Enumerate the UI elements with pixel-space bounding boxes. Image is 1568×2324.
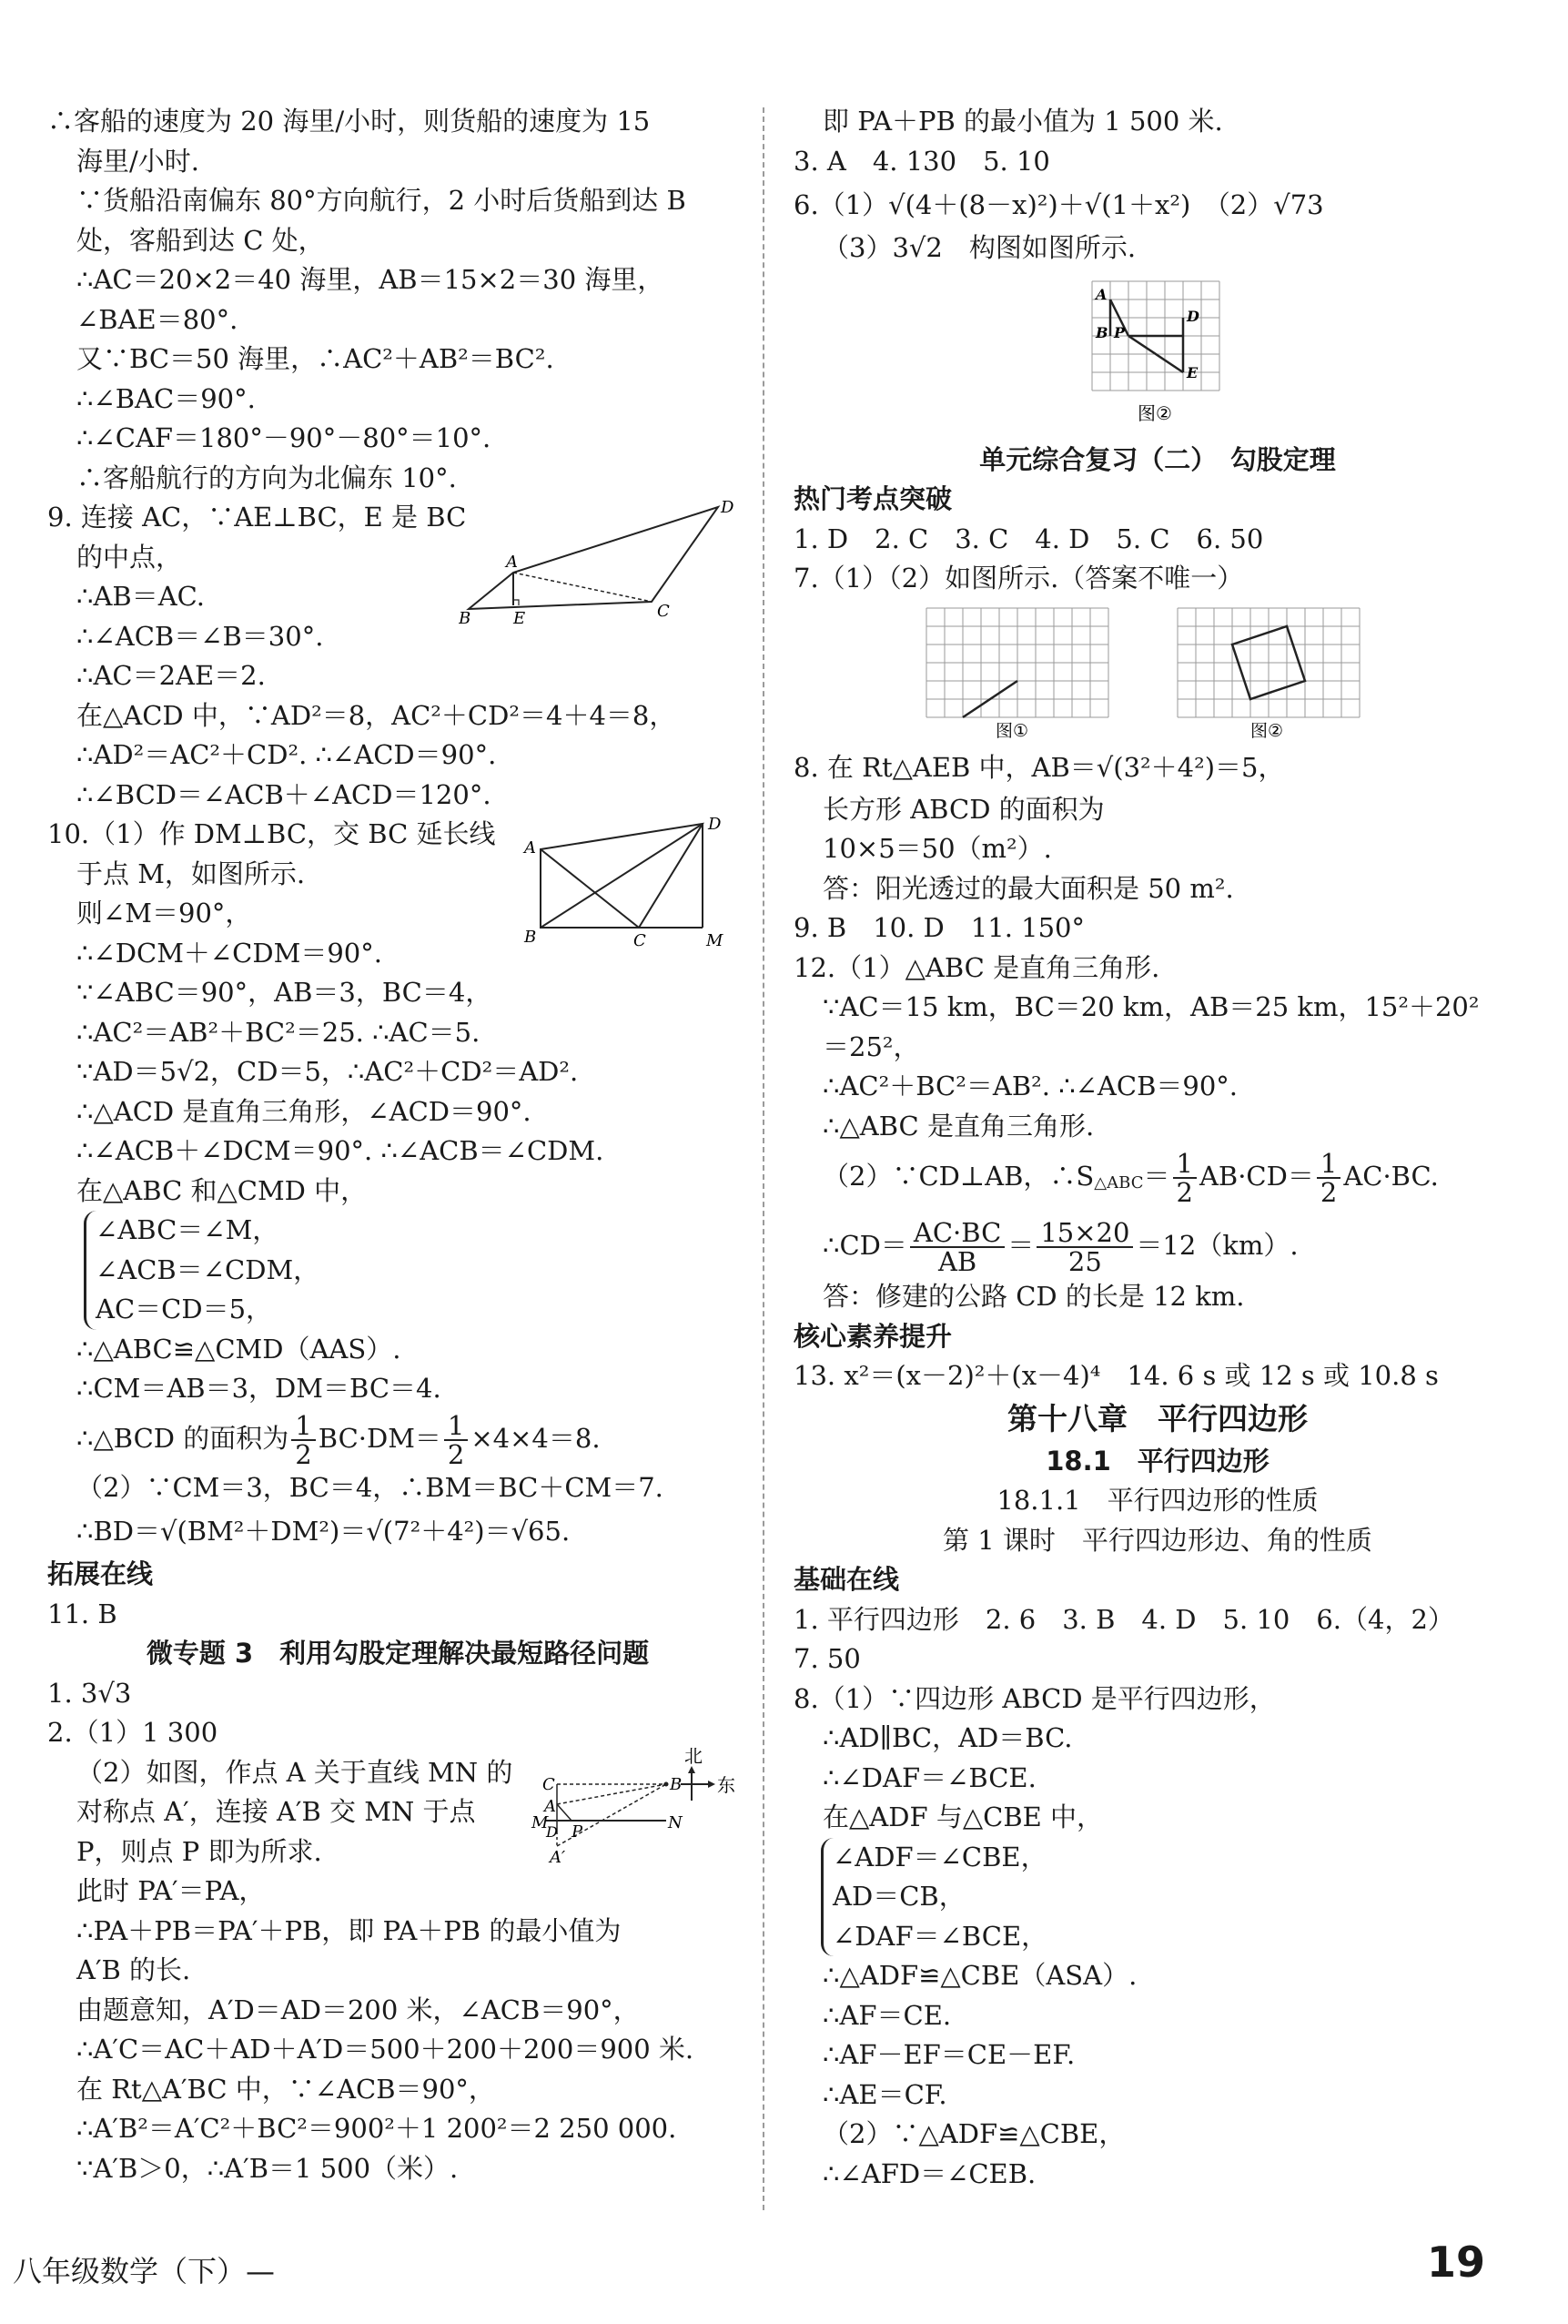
text-line: ∴∠DAF＝∠BCE. bbox=[823, 1761, 1037, 1793]
label-C: C bbox=[542, 1774, 555, 1794]
label-E: E bbox=[1187, 363, 1199, 381]
denominator: 2 bbox=[1176, 1177, 1193, 1208]
label-D: D bbox=[1187, 307, 1199, 325]
label-N: N bbox=[668, 1812, 683, 1832]
fraction bbox=[910, 1219, 1005, 1275]
section-heading: 拓展在线 bbox=[47, 1558, 154, 1589]
label-E: E bbox=[513, 609, 526, 625]
label-B: B bbox=[459, 609, 471, 625]
brace-system bbox=[821, 1838, 1522, 1957]
denominator: 2 bbox=[295, 1438, 312, 1470]
text-line: ∴∠ACB＋∠DCM＝90°. ∴∠ACB＝∠CDM. bbox=[76, 1135, 604, 1166]
formula-text: BC·DM＝ bbox=[318, 1422, 441, 1454]
formula-text: AC·BC. bbox=[1343, 1161, 1439, 1192]
figure-2-construction bbox=[794, 272, 1522, 435]
text-line: （2）∵△ADF≌△CBE， bbox=[823, 2118, 1126, 2149]
formula-text: ∴CD＝ bbox=[823, 1230, 907, 1261]
text-line: 11. B bbox=[47, 1598, 117, 1629]
figure-q10 bbox=[521, 815, 739, 951]
text-line: 7.（1）（2）如图所示.（答案不唯一） bbox=[794, 563, 1244, 594]
text-line: 12.（1）△ABC 是直角三角形. bbox=[794, 951, 1160, 983]
review-title: 单元综合复习（二） 勾股定理 bbox=[979, 443, 1336, 475]
numerator: 1 bbox=[444, 1412, 468, 1441]
text-line: 8. 在 Rt△AEB 中，AB＝√(3²＋4²)＝5， bbox=[794, 751, 1285, 783]
text-line: ∴∠BAC＝90°. bbox=[76, 382, 256, 414]
text-line: ∴△ADF≌△CBE（ASA）. bbox=[823, 1960, 1138, 1991]
label-P: P bbox=[1114, 323, 1126, 341]
text-line: ＝25²， bbox=[823, 1030, 920, 1062]
text-line: ∴PA＋PB＝PA′＋PB，即 PA＋PB 的最小值为 bbox=[76, 1914, 622, 1946]
text-line: （3）3√2 构图如图所示. bbox=[823, 232, 1137, 263]
label-B: B bbox=[524, 928, 537, 947]
numerator: 1 bbox=[1317, 1150, 1340, 1179]
denominator: AB bbox=[937, 1246, 977, 1277]
label-M: M bbox=[706, 931, 723, 950]
column-divider bbox=[763, 107, 764, 2210]
text-line: （2）如图，作点 A 关于直线 MN 的 bbox=[76, 1756, 513, 1788]
figure-caption: 图② bbox=[1250, 720, 1284, 739]
text-line: 3. A 4. 130 5. 10 bbox=[794, 145, 1050, 177]
formula-text: ＝ bbox=[1143, 1161, 1170, 1192]
text-line: AC＝CD＝5， bbox=[96, 1294, 273, 1324]
fraction bbox=[291, 1409, 315, 1470]
text-line: 9. 连接 AC，∵AE⊥BC，E 是 BC bbox=[47, 502, 467, 533]
answer-8-continued bbox=[47, 102, 748, 498]
text-line: 答：修建的公路 CD 的长是 12 km. bbox=[823, 1281, 1245, 1312]
section-title: 18.1 平行四边形 bbox=[1046, 1445, 1270, 1477]
text-line: ∠ABC＝∠M， bbox=[96, 1214, 279, 1245]
text-line: ∵AD＝5√2，CD＝5，∴AC²＋CD²＝AD². bbox=[76, 1056, 579, 1087]
subscript: △ABC bbox=[1094, 1173, 1144, 1192]
formula-text: ×4×4＝8. bbox=[470, 1422, 601, 1454]
fraction bbox=[444, 1409, 468, 1470]
denominator: 25 bbox=[1067, 1246, 1102, 1277]
grid-figure-2 bbox=[1174, 603, 1367, 739]
label-D: D bbox=[708, 815, 722, 834]
text-line: 在 Rt△A′BC 中，∵∠ACB＝90°， bbox=[76, 2073, 495, 2105]
text-line: 8.（1）∵四边形 ABCD 是平行四边形， bbox=[794, 1682, 1276, 1714]
text-line: ∴∠DCM＋∠CDM＝90°. bbox=[76, 937, 382, 969]
text-line: ∴∠BCD＝∠ACB＋∠ACD＝120°. bbox=[76, 778, 491, 810]
text-line: ∴AC＝2AE＝2. bbox=[76, 660, 266, 691]
label-B: B bbox=[670, 1774, 683, 1794]
micro-answer-2 bbox=[47, 1747, 748, 2189]
label-C: C bbox=[633, 931, 646, 950]
denominator: 2 bbox=[1320, 1177, 1338, 1208]
text-line: ∴客船的速度为 20 海里/小时，则货船的速度为 15 bbox=[47, 106, 651, 137]
text-line: ∴AE＝CF. bbox=[823, 2078, 947, 2110]
text-line: ∴AC＝20×2＝40 海里，AB＝15×2＝30 海里， bbox=[76, 264, 664, 295]
text-line: 1. 3√3 bbox=[47, 1677, 132, 1709]
text-line: A′B 的长. bbox=[76, 1954, 191, 1985]
text-line: ∵∠ABC＝90°，AB＝3，BC＝4， bbox=[76, 977, 492, 1008]
lesson-title: 第 1 课时 平行四边形边、角的性质 bbox=[943, 1524, 1372, 1556]
text-line: 2.（1）1 300 bbox=[47, 1717, 218, 1748]
label-A: A bbox=[544, 1796, 556, 1816]
text-line: 10.（1）作 DM⊥BC，交 BC 延长线 bbox=[47, 818, 496, 849]
answer-7-figures bbox=[794, 603, 1522, 739]
label-B: B bbox=[1096, 323, 1108, 341]
label-A-prime: A′ bbox=[550, 1847, 566, 1867]
numerator: AC·BC bbox=[910, 1219, 1005, 1248]
text-line: ∠ADF＝∠CBE， bbox=[833, 1841, 1047, 1872]
text-line: ∴BD＝√(BM²＋DM²)＝√(7²＋4²)＝√65. bbox=[76, 1516, 571, 1547]
text-line: 在△ADF 与△CBE 中， bbox=[823, 1801, 1104, 1832]
page-number: 19 bbox=[1427, 2238, 1486, 2287]
text-line: 答：阳光透过的最大面积是 50 m². bbox=[823, 872, 1234, 904]
subsection-title: 18.1.1 平行四边形的性质 bbox=[996, 1485, 1319, 1516]
numerator: 15×20 bbox=[1037, 1219, 1133, 1248]
figure-caption: 图② bbox=[1138, 401, 1172, 424]
section-heading: 基础在线 bbox=[794, 1564, 900, 1595]
label-D: D bbox=[546, 1822, 558, 1841]
text-line: ∵货船沿南偏东 80°方向航行，2 小时后货船到达 B bbox=[76, 185, 686, 216]
text-line: ∴△ACD 是直角三角形，∠ACD＝90°. bbox=[76, 1095, 531, 1127]
text-line: ∴AC²＋BC²＝AB². ∴∠ACB＝90°. bbox=[823, 1071, 1238, 1101]
text-line: ∴AF＝CE. bbox=[823, 1999, 952, 2031]
label-A: A bbox=[524, 838, 536, 858]
text-line: 13. x²＝(x－2)²＋(x－4)⁴ 14. 6 s 或 12 s 或 10.8 s bbox=[794, 1360, 1439, 1391]
formula-text: ∴△BCD 的面积为 bbox=[76, 1422, 289, 1454]
numerator: 1 bbox=[1173, 1150, 1197, 1179]
text-line: 的中点， bbox=[76, 541, 183, 573]
label-M: M bbox=[531, 1812, 549, 1832]
section-heading: 热门考点突破 bbox=[794, 483, 953, 514]
text-line: 7. 50 bbox=[794, 1643, 861, 1674]
text-line: 在△ACD 中，∵AD²＝8，AC²＋CD²＝4＋4＝8， bbox=[76, 699, 676, 731]
formula-text: ＝ bbox=[1007, 1230, 1035, 1261]
text-line: ∴客船航行的方向为北偏东 10°. bbox=[76, 462, 457, 493]
text-line: 长方形 ABCD 的面积为 bbox=[823, 793, 1105, 825]
text-line: 1. 平行四边形 2. 6 3. B 4. D 5. 10 6.（4，2） bbox=[794, 1603, 1454, 1635]
footer-book-title: 八年级数学（下）— bbox=[13, 2254, 276, 2288]
label-C: C bbox=[657, 602, 670, 621]
text-line: ∴∠CAF＝180°－90°－80°＝10°. bbox=[76, 422, 491, 453]
section-heading: 核心素养提升 bbox=[794, 1320, 953, 1352]
fraction bbox=[1037, 1219, 1133, 1275]
text-line: ∴A′B²＝A′C²＋BC²＝900²＋1 200²＝2 250 000. bbox=[76, 2113, 677, 2144]
label-D: D bbox=[721, 498, 734, 517]
text-line: ∴∠ACB＝∠B＝30°. bbox=[76, 620, 324, 652]
text-line: ∴AF－EF＝CE－EF. bbox=[823, 2039, 1076, 2070]
answer-10 bbox=[47, 815, 748, 1555]
left-column bbox=[47, 102, 748, 2188]
text-line: 于点 M，如图所示. bbox=[76, 858, 306, 889]
text-line: ∴CM＝AB＝3，DM＝BC＝4. bbox=[76, 1373, 441, 1404]
formula-text: （2）∵CD⊥AB，∴S bbox=[823, 1161, 1095, 1192]
text-line: ∴AC²＝AB²＋BC²＝25. ∴AC＝5. bbox=[76, 1016, 481, 1048]
numerator: 1 bbox=[291, 1412, 315, 1441]
text-line: 由题意知，A′D＝AD＝200 米，∠ACB＝90°， bbox=[76, 1994, 640, 2025]
text-line: ∴A′C＝AC＋AD＋A′D＝500＋200＋200＝900 米. bbox=[76, 2034, 694, 2065]
text-line: ∵AC＝15 km，BC＝20 km，AB＝25 km，15²＋20² bbox=[823, 991, 1480, 1022]
figure-shortest-path bbox=[530, 1748, 739, 1875]
text-line: AD＝CB， bbox=[833, 1881, 966, 1912]
text-line: 10×5＝50（m²）. bbox=[823, 833, 1052, 864]
text-line: ∴△ABC 是直角三角形. bbox=[823, 1110, 1095, 1142]
text-line: ∠ACB＝∠CDM， bbox=[96, 1253, 320, 1285]
brace-system bbox=[84, 1211, 748, 1330]
fraction bbox=[1317, 1150, 1340, 1206]
text-line: 此时 PA′＝PA， bbox=[76, 1875, 266, 1906]
chapter-title: 第十八章 平行四边形 bbox=[1007, 1400, 1308, 1436]
cd-formula bbox=[794, 1213, 1522, 1277]
text-line: 处，客船到达 C 处， bbox=[76, 224, 325, 256]
area-formula bbox=[47, 1409, 748, 1468]
east-label: 东 bbox=[717, 1773, 735, 1796]
text-line: ∴AD∥BC，AD＝BC. bbox=[823, 1722, 1073, 1753]
text-line: ∠DAF＝∠BCE， bbox=[833, 1920, 1048, 1952]
denominator: 2 bbox=[447, 1438, 465, 1470]
grid-figure-1 bbox=[923, 603, 1116, 739]
micro-topic-title: 微专题 3 利用勾股定理解决最短路径问题 bbox=[146, 1638, 650, 1669]
text-line: ∴△ABC≌△CMD（AAS）. bbox=[76, 1333, 401, 1365]
text-line: 又∵BC＝50 海里，∴AC²＋AB²＝BC². bbox=[76, 343, 554, 374]
label-A: A bbox=[1096, 285, 1108, 303]
text-line: 海里/小时. bbox=[76, 145, 199, 177]
fraction bbox=[1173, 1150, 1197, 1206]
area-formula bbox=[794, 1146, 1522, 1213]
text-line: （2）∵CM＝3，BC＝4，∴BM＝BC＋CM＝7. bbox=[76, 1471, 663, 1503]
north-label: 北 bbox=[684, 1747, 703, 1767]
text-line: 对称点 A′，连接 A′B 交 MN 于点 bbox=[76, 1796, 476, 1827]
text-line: 1. D 2. C 3. C 4. D 5. C 6. 50 bbox=[794, 523, 1264, 554]
right-column bbox=[794, 102, 1522, 2194]
text-line: ∴AD²＝AC²＋CD². ∴∠ACD＝90°. bbox=[76, 739, 497, 770]
formula-text: AB·CD＝ bbox=[1199, 1161, 1314, 1192]
answer-9 bbox=[47, 498, 748, 815]
label-A: A bbox=[506, 553, 518, 572]
text-line: ∴∠AFD＝∠CEB. bbox=[823, 2157, 1037, 2189]
text-line: 在△ABC 和△CMD 中， bbox=[76, 1174, 368, 1206]
text-line: 则∠M＝90°， bbox=[76, 898, 252, 929]
text-line: ∵A′B＞0，∴A′B＝1 500（米）. bbox=[76, 2152, 459, 2184]
text-line: P，则点 P 即为所求. bbox=[76, 1835, 322, 1867]
figure-caption: 图① bbox=[996, 720, 1029, 739]
text-line: ∴AB＝AC. bbox=[76, 581, 206, 612]
grid-figure bbox=[1083, 272, 1229, 431]
label-P: P bbox=[572, 1822, 583, 1842]
text-line: 即 PA＋PB 的最小值为 1 500 米. bbox=[823, 106, 1223, 137]
figure-q9 bbox=[459, 498, 741, 625]
text-line: ∠BAE＝80°. bbox=[76, 303, 238, 335]
formula-text: ＝12（km）. bbox=[1136, 1230, 1299, 1261]
text-line: 6.（1）√(4＋(8－x)²)＋√(1＋x²) （2）√73 bbox=[794, 189, 1324, 220]
text-line: 9. B 10. D 11. 150° bbox=[794, 912, 1085, 943]
